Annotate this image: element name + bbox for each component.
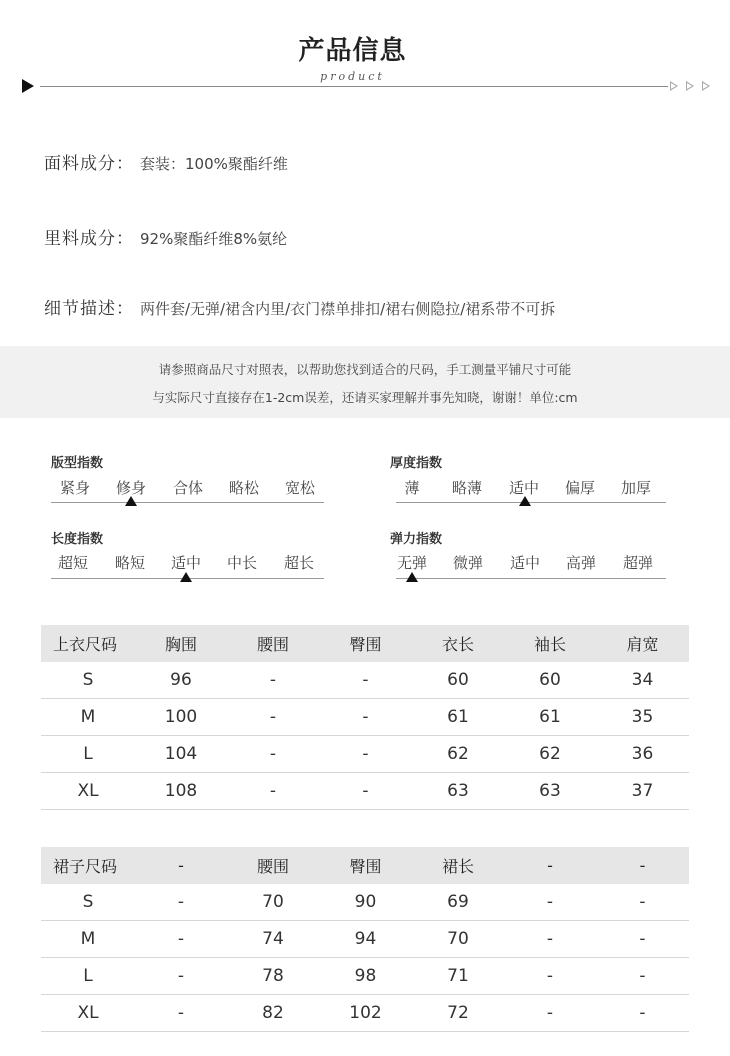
table-header-cell: 腰围 bbox=[227, 847, 319, 884]
table-cell: 104 bbox=[135, 736, 227, 773]
table-header-cell: - bbox=[135, 847, 227, 884]
table-cell: - bbox=[135, 884, 227, 921]
index-option: 高弹 bbox=[565, 554, 597, 572]
table-cell: - bbox=[319, 699, 412, 736]
table-cell: 98 bbox=[319, 958, 412, 995]
lining-row bbox=[44, 224, 287, 249]
table-cell: 69 bbox=[412, 884, 504, 921]
index-option: 略松 bbox=[228, 479, 260, 497]
table-cell: S bbox=[41, 662, 135, 699]
table-cell: 102 bbox=[319, 995, 412, 1032]
index-option: 适中 bbox=[170, 554, 202, 572]
index-option: 加厚 bbox=[620, 479, 652, 497]
thickness-index bbox=[390, 452, 652, 497]
page-title: 产品信息 bbox=[298, 36, 407, 66]
table-cell: 70 bbox=[412, 921, 504, 958]
index-option: 超弹 bbox=[622, 554, 654, 572]
table-cell: - bbox=[227, 662, 319, 699]
table-cell: 37 bbox=[596, 773, 689, 810]
index-option: 微弹 bbox=[452, 554, 484, 572]
header-divider bbox=[40, 86, 668, 87]
table-row bbox=[41, 921, 689, 958]
index-title: 版型指数 bbox=[51, 456, 104, 471]
notice-line-1: 请参照商品尺寸对照表，以帮助您找到适合的尺码，手工测量平铺尺寸可能 bbox=[158, 362, 572, 377]
table-cell: 108 bbox=[135, 773, 227, 810]
index-option: 中长 bbox=[226, 554, 258, 572]
elasticity-index bbox=[390, 528, 654, 572]
detail-row bbox=[44, 294, 555, 319]
table-cell: - bbox=[504, 884, 596, 921]
table-cell: 62 bbox=[504, 736, 596, 773]
index-line bbox=[396, 578, 666, 579]
table-cell: - bbox=[504, 958, 596, 995]
index-option: 偏厚 bbox=[564, 479, 596, 497]
table-header-cell: 上衣尺码 bbox=[41, 625, 135, 662]
table-cell: 96 bbox=[135, 662, 227, 699]
index-title: 弹力指数 bbox=[390, 532, 443, 547]
page-subtitle: product bbox=[320, 70, 385, 83]
triangle-right-icon bbox=[670, 81, 678, 91]
table-row bbox=[41, 958, 689, 995]
index-marker-icon bbox=[406, 572, 418, 582]
table-cell: 60 bbox=[504, 662, 596, 699]
index-marker-icon bbox=[180, 572, 192, 582]
table-header-cell: 腰围 bbox=[227, 625, 319, 662]
table-cell: M bbox=[41, 699, 135, 736]
table-cell: - bbox=[319, 662, 412, 699]
measurement-notice bbox=[0, 346, 730, 418]
table-cell: - bbox=[319, 773, 412, 810]
index-option: 超长 bbox=[283, 554, 315, 572]
index-line bbox=[51, 502, 324, 503]
table-cell: L bbox=[41, 958, 135, 995]
table-header-cell: - bbox=[504, 847, 596, 884]
notice-line-2: 与实际尺寸直接存在1-2cm误差，还请买家理解并事先知晓，谢谢！单位:cm bbox=[152, 390, 578, 405]
index-option: 适中 bbox=[509, 554, 541, 572]
table-cell: 72 bbox=[412, 995, 504, 1032]
table-header-cell: 裙子尺码 bbox=[41, 847, 135, 884]
table-cell: 90 bbox=[319, 884, 412, 921]
table-header-cell: 臀围 bbox=[319, 847, 412, 884]
index-marker-icon bbox=[125, 496, 137, 506]
index-option: 薄 bbox=[404, 479, 420, 497]
table-cell: 100 bbox=[135, 699, 227, 736]
table-cell: - bbox=[227, 736, 319, 773]
table-cell: - bbox=[504, 921, 596, 958]
table-cell: 94 bbox=[319, 921, 412, 958]
table-header-cell: - bbox=[596, 847, 689, 884]
table-cell: 36 bbox=[596, 736, 689, 773]
index-option: 略薄 bbox=[451, 479, 483, 497]
table-cell: XL bbox=[41, 995, 135, 1032]
table-header-cell: 臀围 bbox=[319, 625, 412, 662]
table-header-cell: 袖长 bbox=[504, 625, 596, 662]
index-option: 宽松 bbox=[284, 479, 316, 497]
table-row bbox=[41, 699, 689, 736]
index-option: 适中 bbox=[508, 479, 540, 497]
fit-index bbox=[51, 452, 316, 497]
table-cell: M bbox=[41, 921, 135, 958]
table-cell: 61 bbox=[412, 699, 504, 736]
triangle-left-icon bbox=[22, 79, 34, 93]
index-option: 紧身 bbox=[59, 479, 91, 497]
detail-value: 两件套/无弹/裙含内里/衣门襟单排扣/裙右侧隐拉/裙系带不可拆 bbox=[140, 300, 556, 318]
index-option: 修身 bbox=[115, 479, 147, 497]
table-cell: 62 bbox=[412, 736, 504, 773]
table-cell: 34 bbox=[596, 662, 689, 699]
index-title: 厚度指数 bbox=[390, 456, 443, 471]
index-title: 长度指数 bbox=[51, 532, 104, 547]
table-cell: - bbox=[319, 736, 412, 773]
top-size-table bbox=[41, 625, 689, 810]
table-cell: XL bbox=[41, 773, 135, 810]
table-row bbox=[41, 995, 689, 1032]
fabric-row bbox=[44, 149, 288, 174]
detail-label: 细节描述： bbox=[44, 299, 134, 319]
table-row bbox=[41, 884, 689, 921]
table-cell: 82 bbox=[227, 995, 319, 1032]
index-option: 略短 bbox=[114, 554, 146, 572]
table-header-cell: 胸围 bbox=[135, 625, 227, 662]
table-row bbox=[41, 662, 689, 699]
table-cell: - bbox=[596, 958, 689, 995]
table-row bbox=[41, 736, 689, 773]
table-cell: 61 bbox=[504, 699, 596, 736]
table-cell: - bbox=[135, 958, 227, 995]
table-header-cell: 衣长 bbox=[412, 625, 504, 662]
length-index bbox=[51, 528, 315, 572]
index-line bbox=[396, 502, 666, 503]
table-cell: 63 bbox=[412, 773, 504, 810]
table-header-row bbox=[41, 847, 689, 884]
table-cell: - bbox=[227, 699, 319, 736]
table-header-row bbox=[41, 625, 689, 662]
index-option: 合体 bbox=[172, 479, 204, 497]
index-marker-icon bbox=[519, 496, 531, 506]
triangle-right-icon bbox=[686, 81, 694, 91]
lining-value: 92%聚酯纤维8%氨纶 bbox=[140, 230, 288, 248]
fabric-label: 面料成分： bbox=[44, 154, 134, 174]
table-cell: - bbox=[504, 995, 596, 1032]
table-cell: - bbox=[596, 995, 689, 1032]
table-cell: - bbox=[227, 773, 319, 810]
table-cell: 70 bbox=[227, 884, 319, 921]
lining-label: 里料成分： bbox=[44, 229, 134, 249]
triangle-right-icon bbox=[702, 81, 710, 91]
index-option: 超短 bbox=[57, 554, 89, 572]
table-cell: S bbox=[41, 884, 135, 921]
table-row bbox=[41, 773, 689, 810]
table-header-cell: 裙长 bbox=[412, 847, 504, 884]
table-cell: 35 bbox=[596, 699, 689, 736]
table-cell: - bbox=[135, 921, 227, 958]
table-cell: 71 bbox=[412, 958, 504, 995]
table-cell: - bbox=[596, 921, 689, 958]
skirt-size-table bbox=[41, 847, 689, 1032]
table-cell: 63 bbox=[504, 773, 596, 810]
index-option: 无弹 bbox=[396, 554, 428, 572]
table-header-cell: 肩宽 bbox=[596, 625, 689, 662]
table-cell: L bbox=[41, 736, 135, 773]
table-cell: - bbox=[596, 884, 689, 921]
fabric-value: 套装：100%聚酯纤维 bbox=[140, 155, 288, 173]
table-cell: - bbox=[135, 995, 227, 1032]
table-cell: 78 bbox=[227, 958, 319, 995]
table-cell: 74 bbox=[227, 921, 319, 958]
table-cell: 60 bbox=[412, 662, 504, 699]
